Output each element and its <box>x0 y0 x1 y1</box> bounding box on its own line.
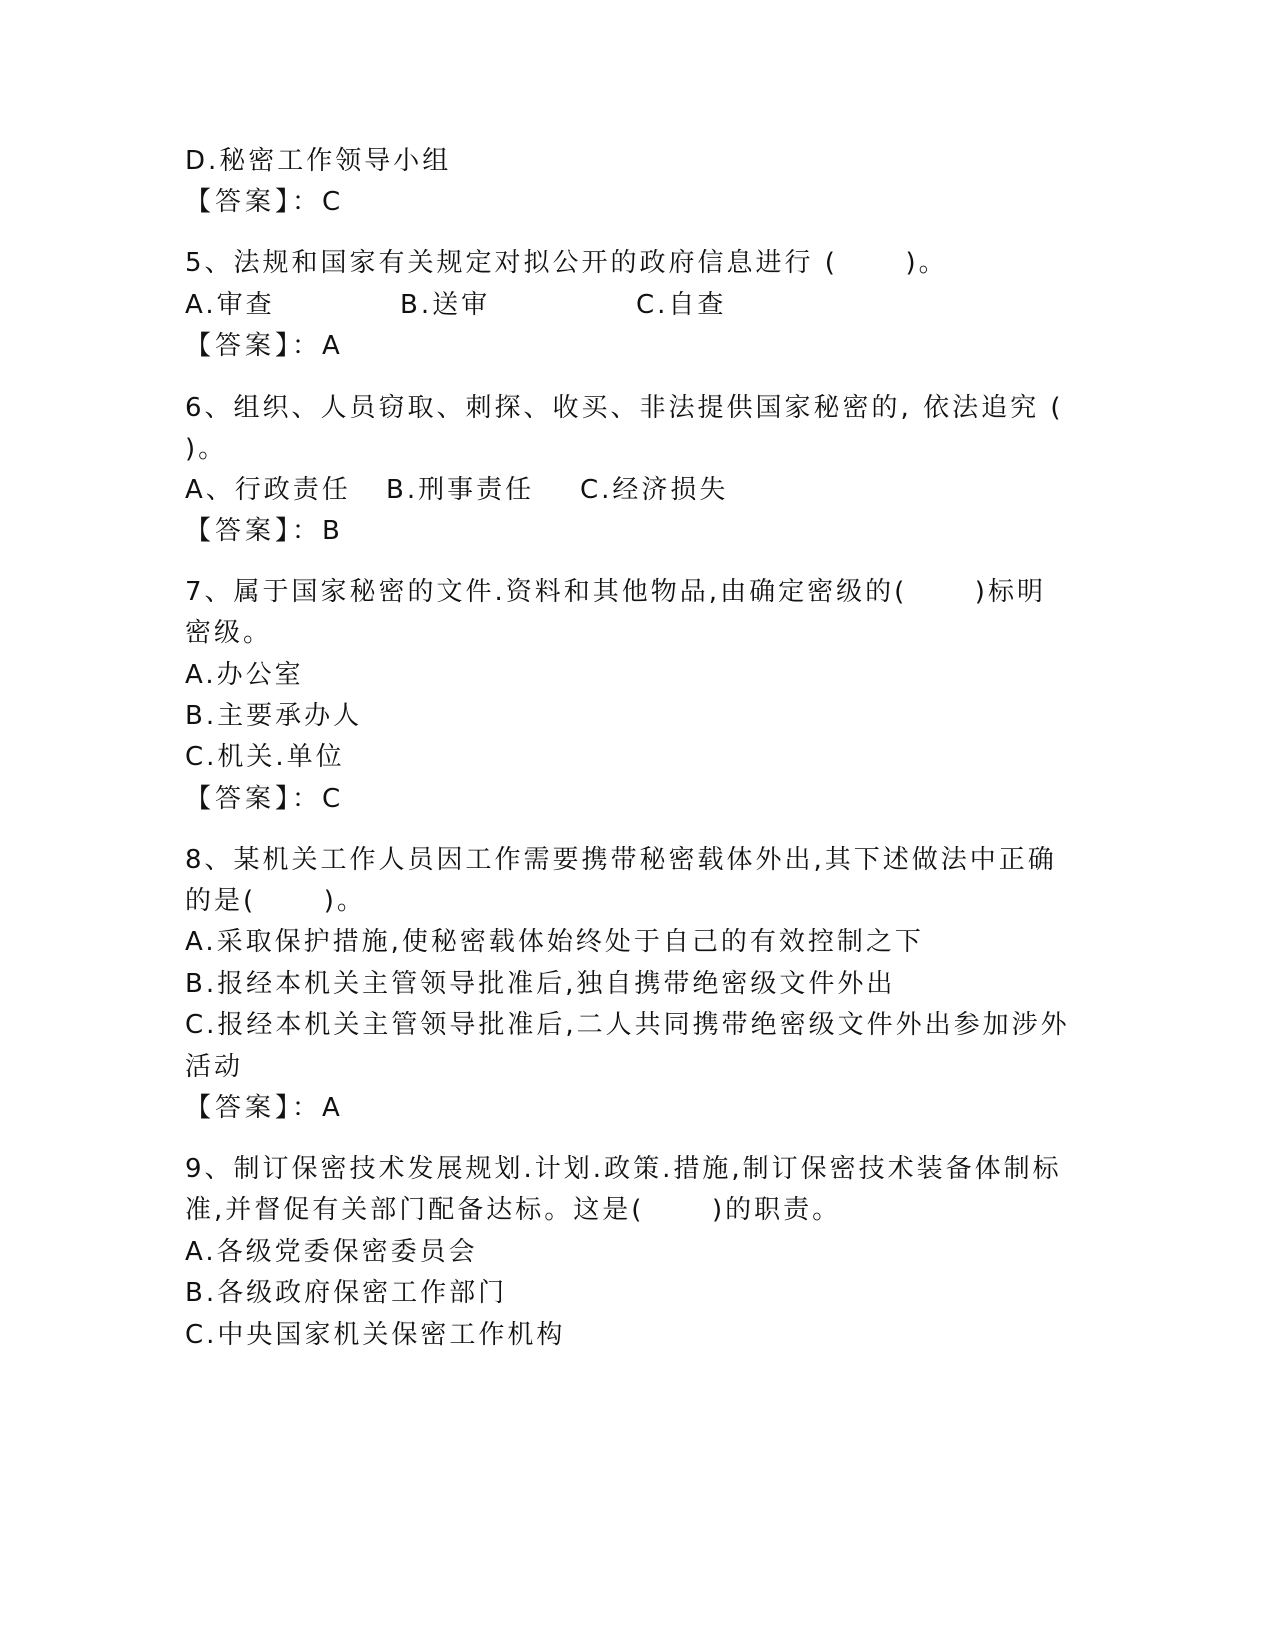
q7-option-a: A.办公室 <box>185 660 304 690</box>
q8-option-c-line1: C.报经本机关主管领导批准后,二人共同携带绝密级文件外出参加涉外 <box>185 1010 1070 1040</box>
q6-option-c: C.经济损失 <box>580 475 729 505</box>
q8-option-b: B.报经本机关主管领导批准后,独自携带绝密级文件外出 <box>185 969 896 999</box>
q7-option-c: C.机关.单位 <box>185 742 345 772</box>
q6-option-a: A、行政责任 <box>185 475 351 505</box>
q4-answer: 【答案】：C <box>185 187 345 217</box>
q7-stem-line1: 7、属于国家秘密的文件.资料和其他物品,由确定密级的( )标明 <box>185 577 1046 607</box>
q8-option-a: A.采取保护措施,使秘密载体始终处于自己的有效控制之下 <box>185 927 924 957</box>
q5-stem: 5、法规和国家有关规定对拟公开的政府信息进行 ( )。 <box>185 248 948 278</box>
q5-option-b: B.送审 <box>400 290 491 320</box>
q7-answer: 【答案】：C <box>185 784 345 814</box>
q9-stem-line2: 准,并督促有关部门配备达标。这是( )的职责。 <box>185 1195 842 1225</box>
q7-stem-line2: 密级。 <box>185 618 273 648</box>
q8-stem-line1: 8、某机关工作人员因工作需要携带秘密载体外出,其下述做法中正确 <box>185 845 1057 875</box>
q8-stem-line2: 的是( )。 <box>185 886 366 916</box>
q6-answer: 【答案】：B <box>185 516 344 546</box>
q8-answer: 【答案】：A <box>185 1093 344 1123</box>
q7-option-b: B.主要承办人 <box>185 701 363 731</box>
q6-stem-line1: 6、组织、人员窃取、刺探、收买、非法提供国家秘密的, 依法追究 ( <box>185 393 1064 423</box>
q9-option-c: C.中央国家机关保密工作机构 <box>185 1320 566 1350</box>
q5-option-c: C.自查 <box>636 290 727 320</box>
q6-option-b: B.刑事责任 <box>386 475 535 505</box>
q5-option-a: A.审查 <box>185 290 275 320</box>
q5-answer: 【答案】：A <box>185 331 344 361</box>
q9-option-b: B.各级政府保密工作部门 <box>185 1278 508 1308</box>
q8-option-c-line2: 活动 <box>185 1052 244 1082</box>
q9-stem-line1: 9、制订保密技术发展规划.计划.政策.措施,制订保密技术装备体制标 <box>185 1154 1062 1184</box>
q4-option-d: D.秘密工作领导小组 <box>185 146 452 176</box>
q9-option-a: A.各级党委保密委员会 <box>185 1237 478 1267</box>
q6-stem-line2: )。 <box>185 434 228 464</box>
